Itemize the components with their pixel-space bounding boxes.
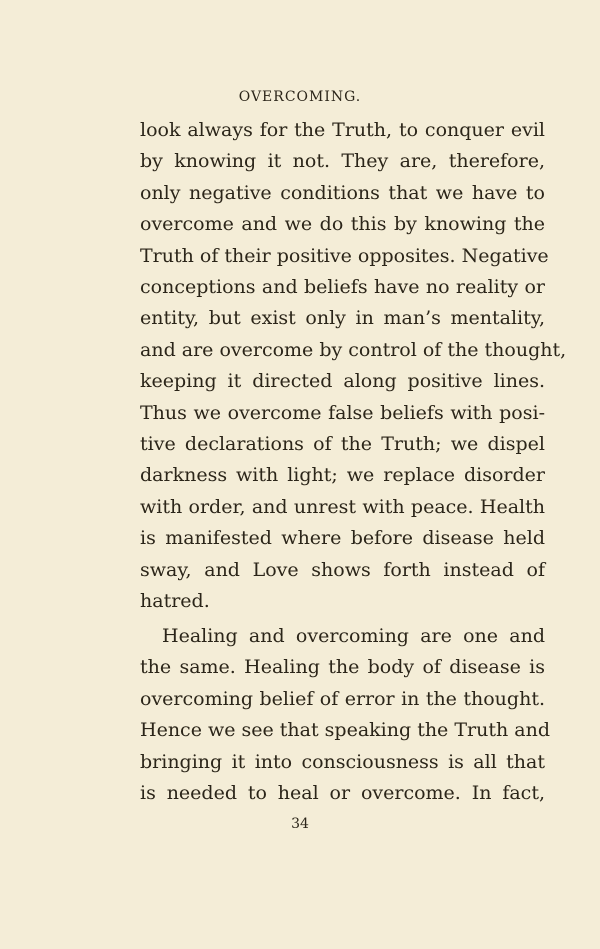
text-line: entity, but exist only in man’s mentality, bbox=[140, 307, 545, 330]
text-line: tive declarations of the Truth; we dispel bbox=[140, 433, 545, 455]
text-line: Truth of their positive opposites. Negative bbox=[140, 244, 549, 267]
text-line: hatred. bbox=[140, 590, 210, 612]
text-line: and are overcome by control of the thought, bbox=[140, 338, 567, 361]
text-line: keeping it directed along positive lines. bbox=[140, 370, 545, 393]
text-line: with order, and unrest with peace. Health bbox=[140, 495, 545, 518]
text-line: darkness with light; we replace disorder bbox=[140, 464, 545, 487]
text-line: by knowing it not. They are, therefore, bbox=[140, 150, 545, 173]
text-line: is needed to heal or overcome. In fact, bbox=[140, 782, 545, 804]
text-line: Hence we see that speaking the Truth and bbox=[140, 719, 550, 742]
text-line: is manifested where before disease held bbox=[140, 527, 545, 550]
text-line: Healing and overcoming are one and bbox=[162, 625, 545, 647]
text-line: conceptions and beliefs have no reality or bbox=[140, 276, 545, 298]
text-line: bringing it into consciousness is all that bbox=[140, 750, 545, 773]
text-line: sway, and Love shows forth instead of bbox=[140, 558, 545, 581]
page-number: 34 bbox=[291, 816, 309, 832]
text-line: the same. Healing the body of disease is bbox=[140, 656, 545, 679]
running-header: OVERCOMING. bbox=[238, 89, 362, 105]
text-line: only negative conditions that we have to bbox=[140, 181, 545, 204]
text-line: Thus we overcome false beliefs with posi- bbox=[140, 401, 545, 424]
text-line: overcome and we do this by knowing the bbox=[140, 213, 545, 236]
text-line: look always for the Truth, to conquer evil bbox=[140, 119, 545, 141]
text-line: overcoming belief of error in the thought. bbox=[140, 687, 545, 710]
